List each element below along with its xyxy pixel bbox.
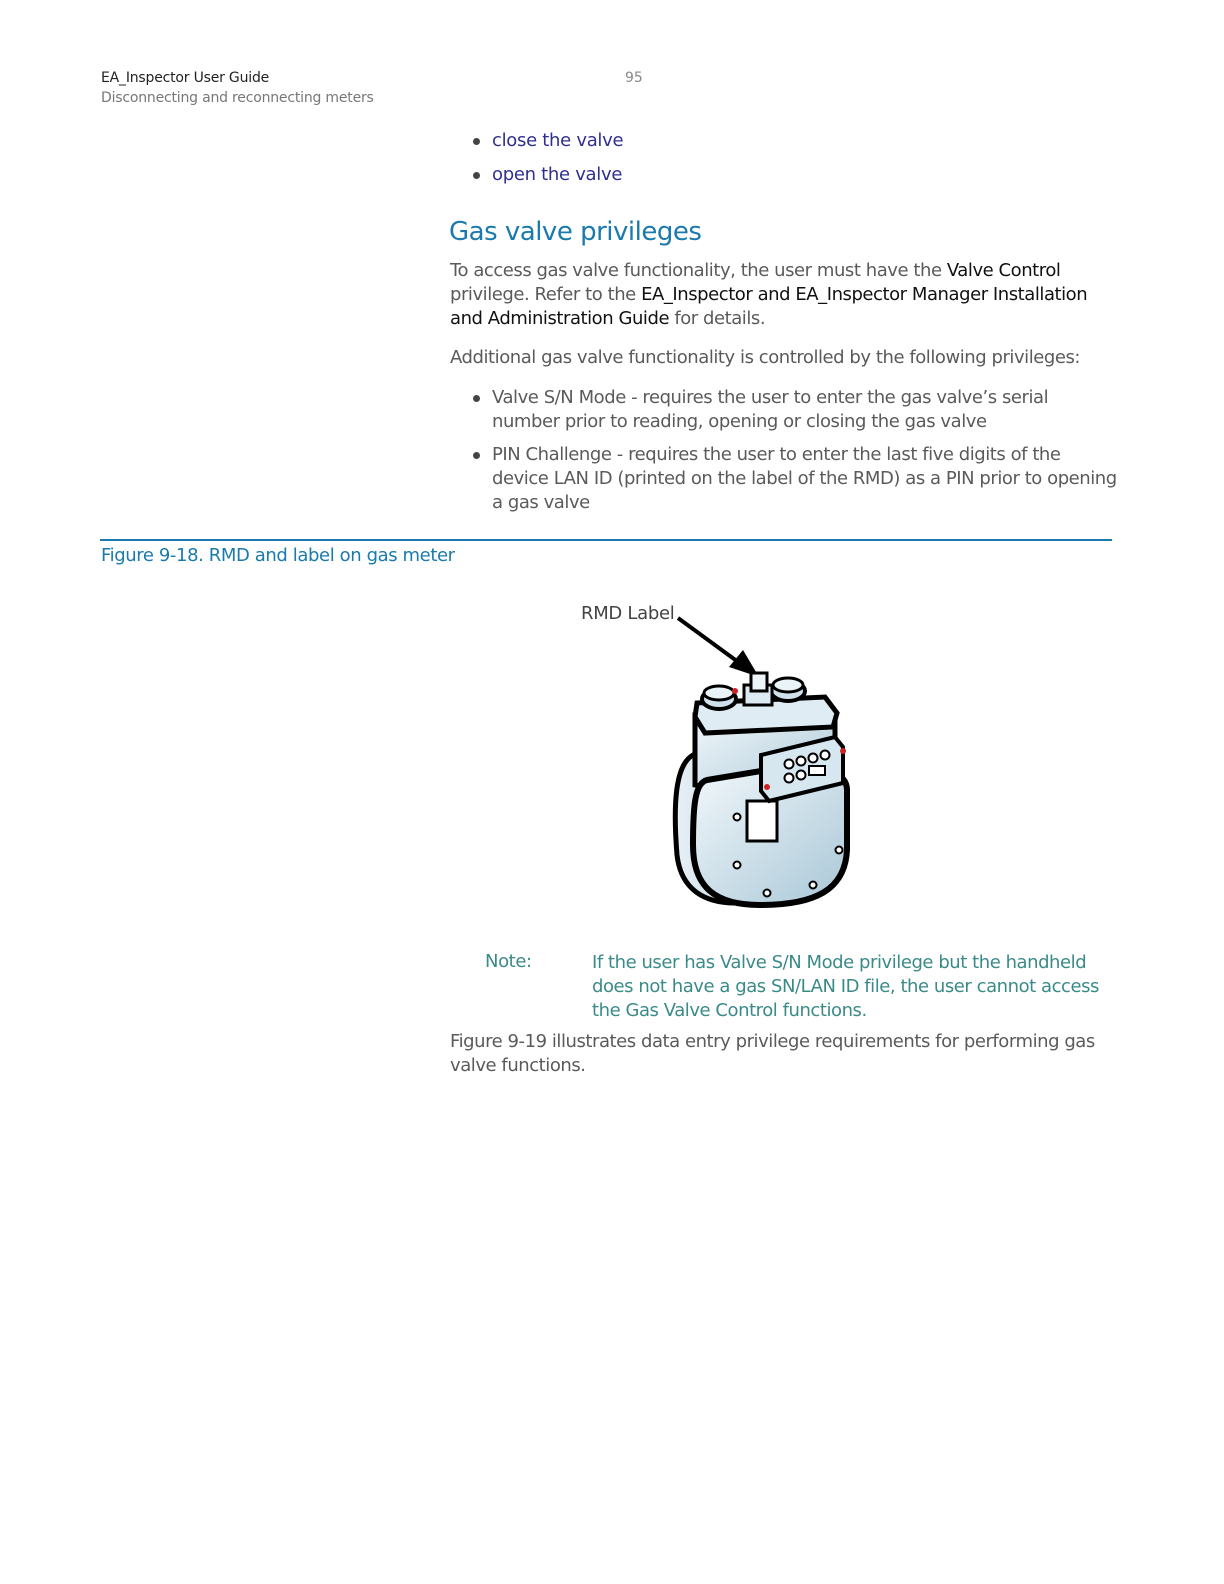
figure-caption: Figure 9-18. RMD and label on gas meter	[101, 545, 455, 566]
list-item: PIN Challenge - requires the user to enter the last five digits of the device LAN ID (printed on the label of the RMD) as a PIN prior to opening a gas valve	[450, 443, 1120, 515]
gas-meter-illustration	[665, 605, 865, 915]
closing-paragraph: Figure 9-19 illustrates data entry privilege requirements for performing gas valve functions.	[450, 1031, 1095, 1076]
para-text: privilege. Refer to the	[450, 284, 642, 305]
para-text: To access gas valve functionality, the user must have the	[450, 260, 947, 281]
note-text: If the user has Valve S/N Mode privilege but the handheld does not have a gas SN/LAN ID file, the user cannot access the Gas Valve Control functions.	[592, 952, 1099, 1021]
section-heading: Gas valve privileges	[449, 217, 702, 247]
rmd-label-callout: RMD Label	[581, 603, 675, 624]
document-title: EA_Inspector User Guide	[101, 70, 270, 86]
list-item: Valve S/N Mode - requires the user to enter the gas valve’s serial number prior to reading, opening or closing the gas valve	[450, 386, 1120, 434]
figure-divider	[100, 539, 1112, 541]
guide-reference: EA_Inspector and EA_Inspector Manager Installation and Administration Guide	[450, 284, 1088, 329]
para-text: for details.	[669, 308, 766, 329]
valve-control-term: Valve Control	[946, 260, 1061, 281]
close-valve-link[interactable]: close the valve	[492, 130, 624, 151]
privileges-list	[450, 386, 1120, 524]
open-valve-link[interactable]: open the valve	[492, 164, 623, 185]
privileges-intro: Additional gas valve functionality is controlled by the following privileges:	[450, 347, 1081, 368]
gas-meter-figure	[665, 605, 865, 919]
page-number: 95	[625, 70, 643, 86]
valve-action-links	[450, 128, 623, 196]
list-item	[450, 162, 623, 196]
access-paragraph	[450, 259, 1120, 331]
chapter-subtitle: Disconnecting and reconnecting meters	[101, 90, 374, 106]
list-item	[450, 128, 623, 162]
note-label: Note:	[485, 951, 532, 972]
callout-arrow	[678, 618, 759, 677]
